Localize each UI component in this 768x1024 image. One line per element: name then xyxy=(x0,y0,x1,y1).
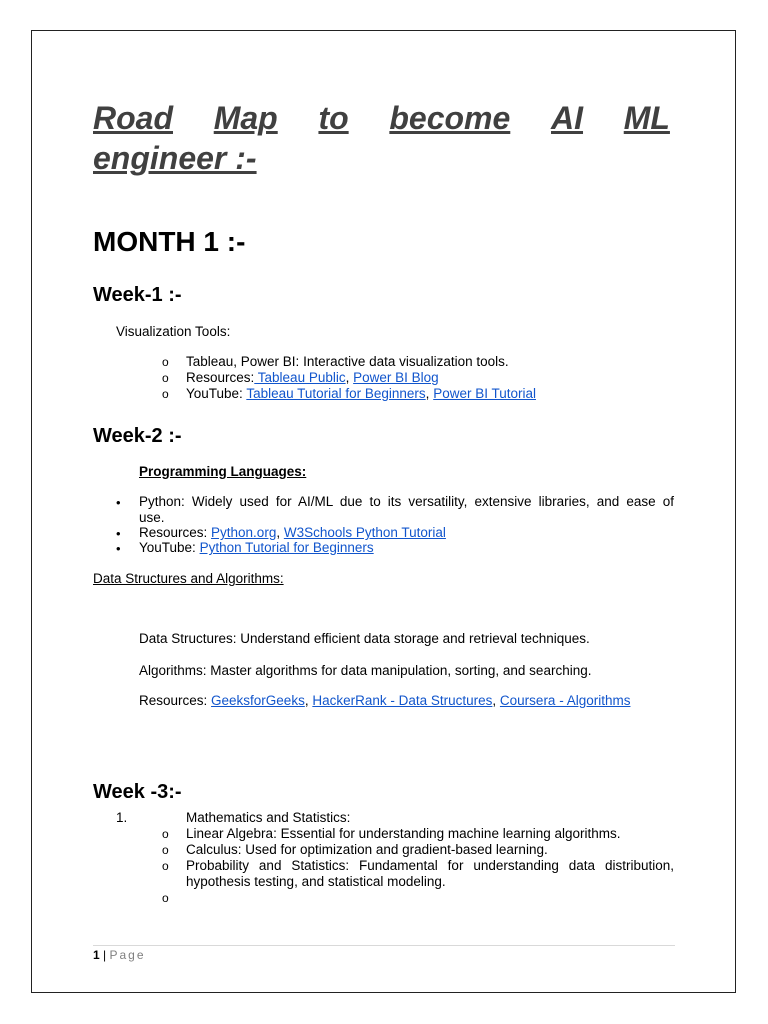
comma: , xyxy=(276,525,284,540)
probability-line-2: hypothesis testing, and statistical modeling. xyxy=(186,874,446,889)
footer-separator: | xyxy=(99,948,110,962)
python-tutorial-link[interactable]: Python Tutorial for Beginners xyxy=(199,540,374,555)
probability-line-1: Probability and Statistics: Fundamental for understanding data distribution, xyxy=(186,858,674,873)
document-title xyxy=(93,98,670,178)
power-bi-blog-link[interactable]: Power BI Blog xyxy=(353,370,439,385)
hackerrank-link[interactable]: HackerRank - Data Structures xyxy=(312,693,493,708)
list-marker-o: o xyxy=(162,843,169,857)
power-bi-tutorial-link[interactable]: Power BI Tutorial xyxy=(433,386,536,401)
list-marker-o: o xyxy=(162,387,169,401)
title-word: Road xyxy=(93,100,173,136)
list-marker-o: o xyxy=(162,827,169,841)
week-1-intro: Visualization Tools: xyxy=(116,324,231,339)
week-1-resources-item xyxy=(186,370,439,386)
dsa-resources xyxy=(139,693,630,709)
footer-divider xyxy=(93,945,675,946)
calculus-item: Calculus: Used for optimization and gradient-based learning. xyxy=(186,842,548,857)
page-number: 1 xyxy=(93,948,100,962)
comma: , xyxy=(425,386,434,401)
title-word: ML xyxy=(623,100,670,136)
week-1-youtube-item xyxy=(186,386,536,402)
tableau-public-link[interactable]: Tableau Public xyxy=(254,370,346,385)
list-marker-bullet: • xyxy=(116,526,121,541)
week-3-heading: Week -3:- xyxy=(93,781,182,803)
title-word: become xyxy=(389,100,511,136)
resources-label: Resources: xyxy=(139,525,212,540)
week-2-heading: Week-2 :- xyxy=(93,425,182,447)
page-label: Page xyxy=(109,948,146,962)
title-word: Map xyxy=(213,100,278,136)
youtube-label: YouTube: xyxy=(139,540,200,555)
comma: , xyxy=(345,370,354,385)
dsa-heading: Data Structures and Algorithms: xyxy=(93,571,284,586)
linear-algebra-item: Linear Algebra: Essential for understanding machine learning algorithms. xyxy=(186,826,621,841)
page-footer xyxy=(93,948,146,962)
list-marker-o: o xyxy=(162,891,169,905)
python-youtube-item xyxy=(139,540,374,556)
list-number: 1. xyxy=(116,810,128,825)
python-resources-item xyxy=(139,525,446,541)
list-marker-o: o xyxy=(162,859,169,873)
w3schools-python-link[interactable]: W3Schools Python Tutorial xyxy=(283,525,446,540)
data-structures-text: Data Structures: Understand efficient data storage and retrieval techniques. xyxy=(139,631,590,646)
coursera-link[interactable]: Coursera - Algorithms xyxy=(499,693,631,708)
python-description-line-1: Python: Widely used for AI/ML due to its versatility, extensive libraries, and ease of xyxy=(139,494,674,509)
tableau-tutorial-link[interactable]: Tableau Tutorial for Beginners xyxy=(246,386,426,401)
comma: , xyxy=(492,693,500,708)
title-line-2: engineer :- xyxy=(93,140,257,176)
python-description-line-2: use. xyxy=(139,510,165,525)
programming-languages-heading: Programming Languages: xyxy=(139,464,307,479)
resources-label: Resources: xyxy=(186,370,255,385)
month-1-heading: MONTH 1 :- xyxy=(93,226,246,257)
list-marker-o: o xyxy=(162,371,169,385)
week-1-heading: Week-1 :- xyxy=(93,284,182,306)
algorithms-text: Algorithms: Master algorithms for data manipulation, sorting, and searching. xyxy=(139,663,592,678)
geeksforgeeks-link[interactable]: GeeksforGeeks xyxy=(211,693,305,708)
list-marker-o: o xyxy=(162,355,169,369)
title-line-1 xyxy=(93,98,670,138)
list-marker-bullet: • xyxy=(116,541,121,556)
math-stats-topic: Mathematics and Statistics: xyxy=(186,810,351,825)
youtube-label: YouTube: xyxy=(186,386,247,401)
list-marker-bullet: • xyxy=(116,495,121,510)
title-word: AI xyxy=(551,100,584,136)
comma: , xyxy=(304,693,313,708)
resources-label: Resources: xyxy=(139,693,212,708)
title-word: to xyxy=(318,100,349,136)
python-org-link[interactable]: Python.org xyxy=(211,525,277,540)
week-1-tools-item: Tableau, Power BI: Interactive data visualization tools. xyxy=(186,354,509,369)
